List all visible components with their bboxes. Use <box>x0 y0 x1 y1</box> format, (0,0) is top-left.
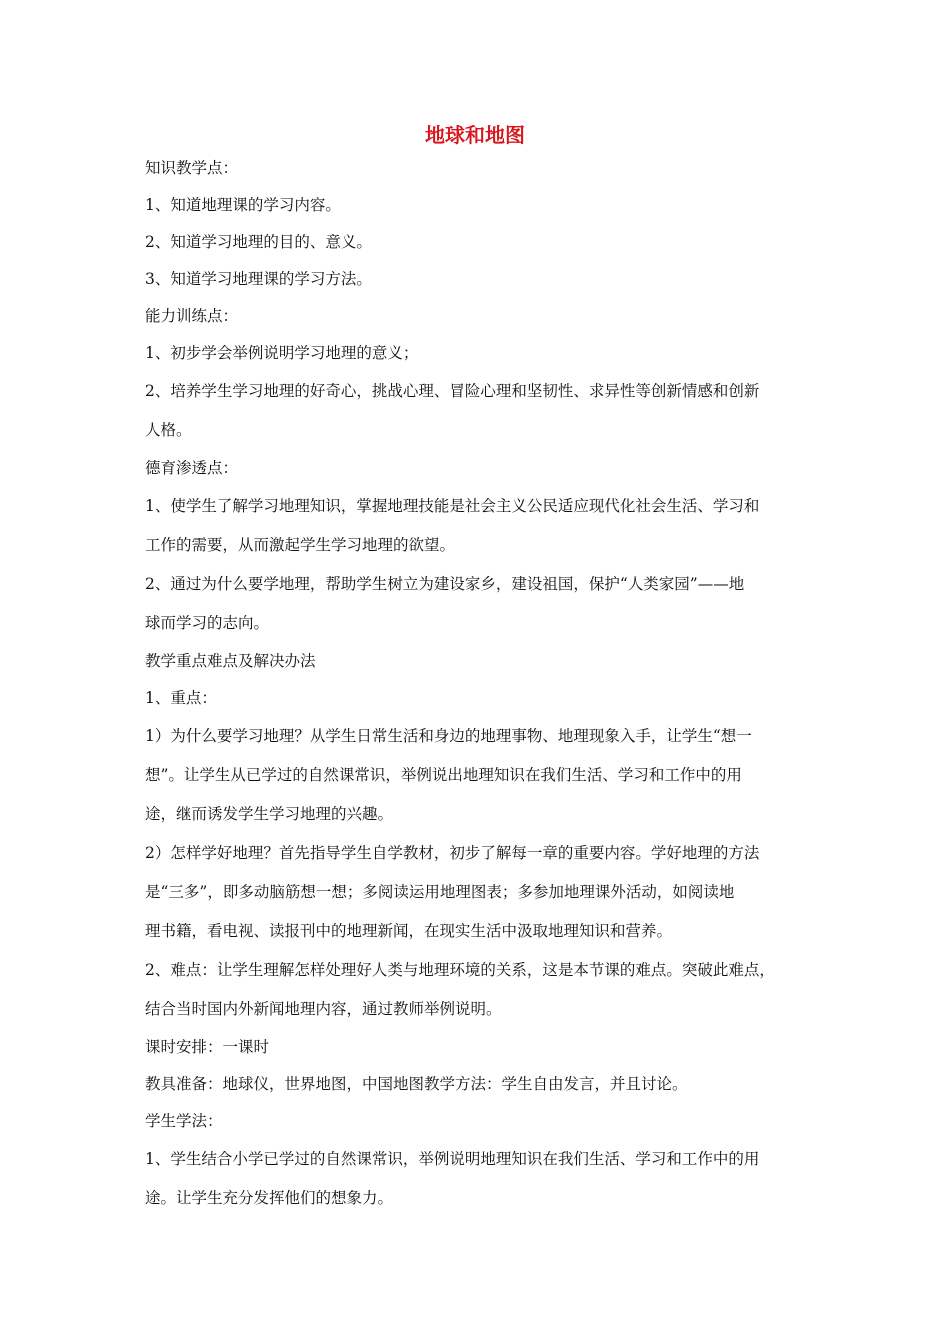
ability-item-2-line-1: 2、培养学生学习地理的好奇心，挑战心理、冒险心理和坚韧性、求异性等创新情感和创新 <box>145 382 760 400</box>
document-title: 地球和地图 <box>425 123 525 147</box>
knowledge-item-1: 1、知道地理课的学习内容。 <box>145 196 341 214</box>
key-point-2-line-2: 是“三多”，即多动脑筋想一想；多阅读运用地理图表；多参加地理课外活动，如阅读地 <box>145 883 735 901</box>
section-heading-knowledge: 知识教学点： <box>145 159 239 177</box>
section-heading-ability: 能力训练点： <box>145 307 239 325</box>
section-heading-key-points: 教学重点难点及解决办法 <box>145 652 316 670</box>
moral-item-2-line-2: 球而学习的志向。 <box>145 614 270 632</box>
study-method-1-line-2: 途。让学生充分发挥他们的想象力。 <box>145 1189 394 1207</box>
knowledge-item-2: 2、知道学习地理的目的、意义。 <box>145 233 372 251</box>
key-point-heading: 1、重点： <box>145 689 217 707</box>
moral-item-1-line-2: 工作的需要，从而激起学生学习地理的欲望。 <box>145 536 456 554</box>
key-point-2-line-3: 理书籍，看电视、读报刊中的地理新闻，在现实生活中汲取地理知识和营养。 <box>145 922 673 940</box>
key-point-1-line-1: 1）为什么要学习地理？从学生日常生活和身边的地理事物、地理现象入手，让学生“想一 <box>145 727 752 745</box>
ability-item-1: 1、初步学会举例说明学习地理的意义； <box>145 344 419 362</box>
moral-item-1-line-1: 1、使学生了解学习地理知识，掌握地理技能是社会主义公民适应现代化社会生活、学习和 <box>145 497 760 515</box>
moral-item-2-line-1: 2、通过为什么要学地理，帮助学生树立为建设家乡，建设祖国，保护“人类家园”——地 <box>145 575 745 593</box>
difficulty-line-2: 结合当时国内外新闻地理内容，通过教师举例说明。 <box>145 1000 502 1018</box>
key-point-1-line-2: 想”。让学生从已学过的自然课常识，举例说出地理知识在我们生活、学习和工作中的用 <box>145 766 742 784</box>
materials-line: 教具准备：地球仪，世界地图，中国地图教学方法：学生自由发言，并且讨论。 <box>145 1075 688 1093</box>
study-method-1-line-1: 1、学生结合小学已学过的自然课常识，举例说明地理知识在我们生活、学习和工作中的用 <box>145 1150 760 1168</box>
section-heading-moral: 德育渗透点： <box>145 459 239 477</box>
difficulty-line-1: 2、难点：让学生理解怎样处理好人类与地理环境的关系，这是本节课的难点。突破此难点， <box>145 961 775 979</box>
section-heading-study-method: 学生学法： <box>145 1112 223 1130</box>
knowledge-item-3: 3、知道学习地理课的学习方法。 <box>145 270 372 288</box>
key-point-1-line-3: 途，继而诱发学生学习地理的兴趣。 <box>145 805 394 823</box>
document-body <box>145 150 820 1218</box>
schedule-line: 课时安排：一课时 <box>145 1038 270 1056</box>
key-point-2-line-1: 2）怎样学好地理？首先指导学生自学教材，初步了解每一章的重要内容。学好地理的方法 <box>145 844 760 862</box>
ability-item-2-line-2: 人格。 <box>145 421 192 439</box>
